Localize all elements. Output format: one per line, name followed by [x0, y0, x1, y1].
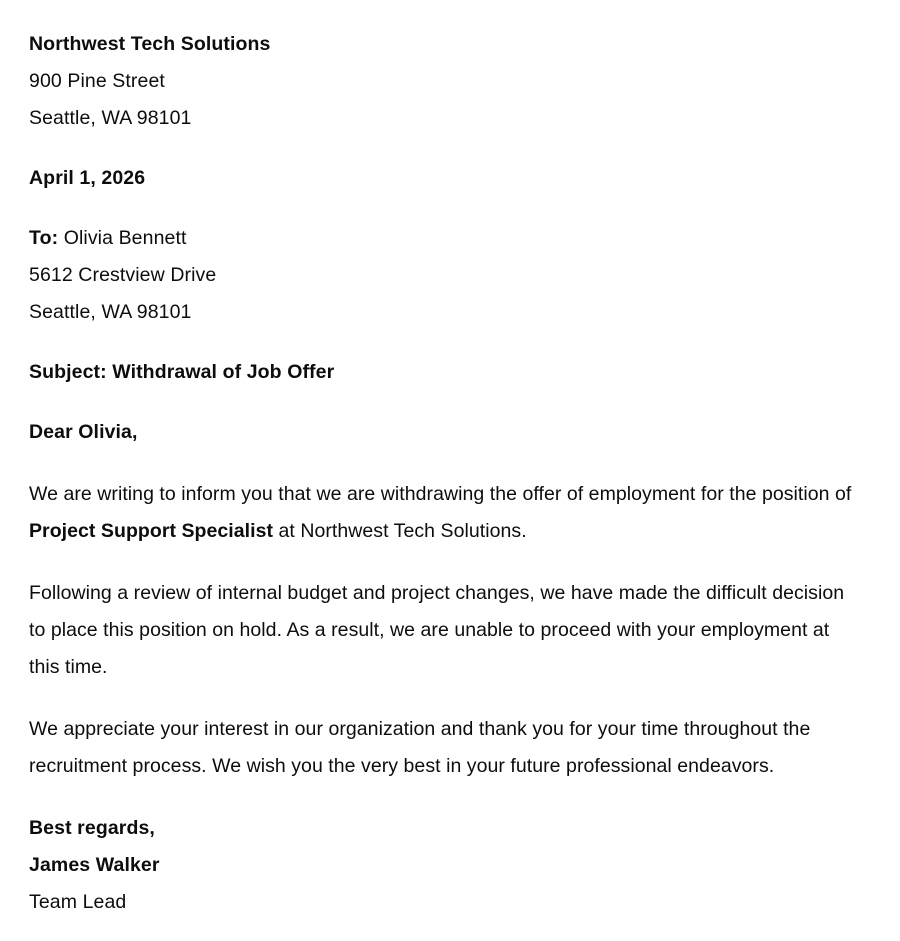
sender-address-block: [29, 26, 860, 137]
signer-title: Team Lead: [29, 891, 127, 913]
greeting-block: [29, 414, 860, 451]
paragraph-1-part-1: We are writing to inform you that we are withdrawing the offer of employment for the position of: [29, 483, 852, 505]
letter-date: April 1, 2026: [29, 167, 146, 189]
recipient-city-state-zip: Seattle, WA 98101: [29, 301, 192, 323]
paragraph-2-text: Following a review of internal budget and project changes, we have made the difficult decision to place this position on hold. As a result, we are unable to proceed with your employment at this time.: [29, 582, 845, 678]
recipient-name-line: [29, 220, 860, 257]
recipient-address-block: [29, 220, 860, 331]
sender-company-name: Northwest Tech Solutions: [29, 33, 271, 55]
subject-block: [29, 354, 860, 391]
body-paragraph-1: [29, 476, 860, 550]
greeting-line: Dear Olivia,: [29, 421, 138, 443]
paragraph-1-text: [29, 476, 860, 550]
closing-salutation: Best regards,: [29, 817, 155, 839]
recipient-street-address: 5612 Crestview Drive: [29, 264, 217, 286]
recipient-name: Olivia Bennett: [58, 227, 187, 249]
closing-signature-block: [29, 810, 860, 921]
paragraph-3-text: We appreciate your interest in our organization and thank you for your time throughout the recruitment process. We wish you the very best in your future professional endeavors.: [29, 718, 811, 777]
body-paragraph-3: [29, 711, 860, 785]
job-title-emphasis: Project Support Specialist: [29, 520, 274, 542]
sender-city-state-zip: Seattle, WA 98101: [29, 107, 192, 129]
letter-date-block: [29, 160, 860, 197]
to-label: To:: [29, 227, 59, 249]
sender-street-address: 900 Pine Street: [29, 70, 165, 92]
paragraph-1-part-2: at Northwest Tech Solutions.: [273, 520, 527, 542]
body-paragraph-2: [29, 575, 860, 686]
signer-name: James Walker: [29, 854, 160, 876]
subject-line: Subject: Withdrawal of Job Offer: [29, 361, 335, 383]
